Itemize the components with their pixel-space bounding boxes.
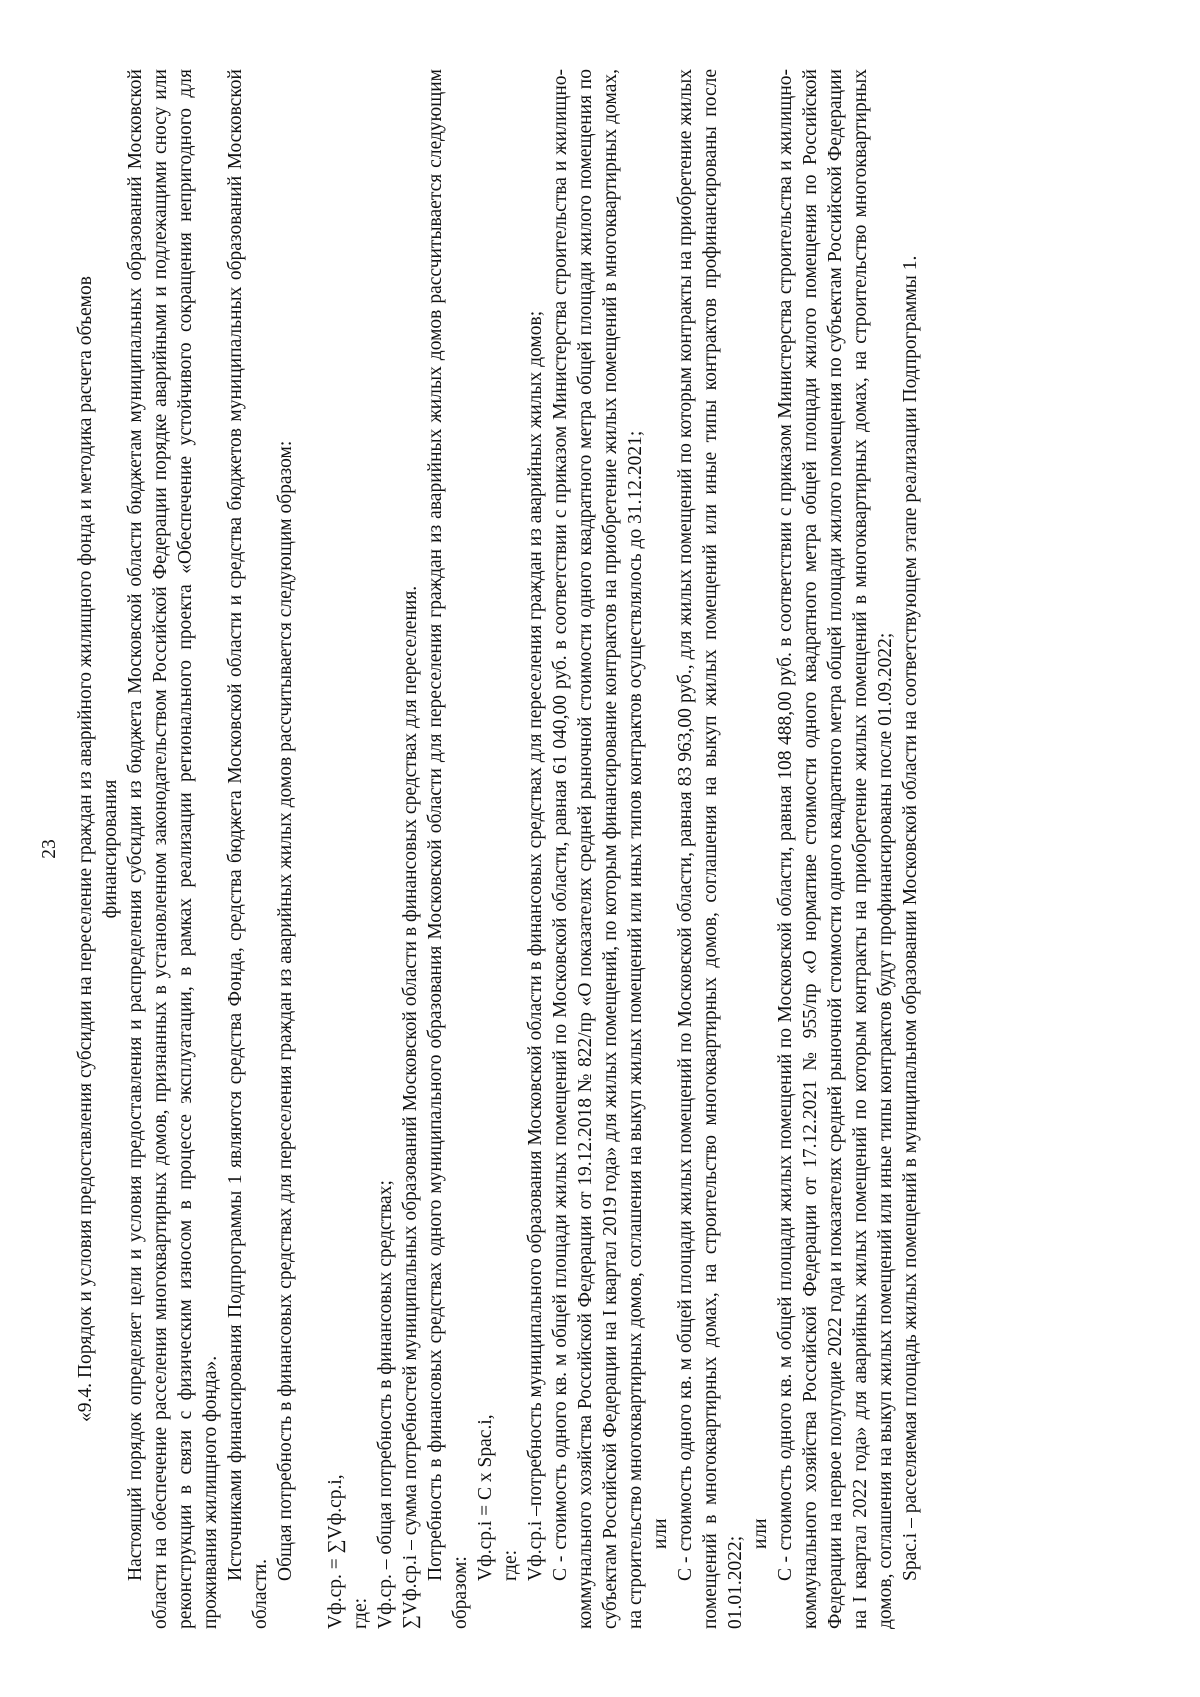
cost-option-2: С - стоимость одного кв. м общей площади жилых помещений по Московской области, равная 83 963,00 руб., для жилых помещений по которым контракты на приобретение жилых помещений в многоквартирных домах, на строительство многоквартирных домов, соглашения на выкуп жилых помещений или иные типы контрактов профинансированы после 01.01.2022; (675, 69, 746, 1629)
cost-option-1: С - стоимость одного кв. м общей площади жилых помещений по Московской области, равная 61 040,00 руб. в соответствии с приказом Министерства строительства и жилищно-коммунального хозяйства Российской Федерации от 19.12.2018 № 822/пр «О показателях средней рыночной стоимости одного квадратного метра общей площади жилого помещения по субъектам Российской Федерации на I квартал 2019 года» для жилых помещений, по которым финансирование контрактов на приобретение жилых помещений в многоквартирных домах, на строительство многоквартирных домов, соглашения на выкуп жилых помещений или иных типов контрактов осуществлялось до 31.12.2021; (550, 69, 646, 1629)
section-heading: «9.4. Порядок и условия предоставления субсидии на переселение граждан из аварийного жилищного фонда и методика расчета объемов (75, 276, 96, 1422)
total-need-paragraph: Общая потребность в финансовых средствах для переселения граждан из аварийных жилых домов рассчитывается следующим образом: (275, 440, 296, 1581)
rotated-document-page (35, 69, 1165, 1629)
definition-sum-needs: ∑Vф.ср.i – сумма потребностей муниципальных образований Московской области в финансовых средствах для переселения. (400, 585, 421, 1629)
formula-total: Vф.ср. = ∑Vф.ср.i, (325, 1474, 346, 1629)
where-label-2: где: (500, 1549, 521, 1581)
cost-option-3: С - стоимость одного кв. м общей площади жилых помещений по Московской области, равная 108 488,00 руб. в соответствии с приказом Министерства строительства и жилищно-коммунального хозяйства Российской Федерации от 17.12.2021 № 955/пр «О нормативе стоимости одного квадратного метра общей площади жилого помещения по Российской Федерации на первое полугодие 2022 года и показателях средней рыночной стоимости одного квадратного метра общей площади жилого помещения по субъектам Российской Федерации на I квартал 2022 года» для аварийных жилых помещений по которым контракты на приобретение жилых помещений в многоквартирных домах, на строительство многоквартирных домов, соглашения на выкуп жилых помещений или иные типы контрактов будут профинансированы после 01.09.2022; (775, 69, 896, 1629)
spac-definition: Spac.i – расселяемая площадь жилых помещений в муниципальном образовании Московской области на соответствующем этапе реализации Подпрограммы 1. (900, 255, 921, 1581)
where-label: где: (350, 1597, 371, 1629)
or-separator-2: или (750, 1518, 771, 1549)
section-heading-continued: финансирования (100, 779, 121, 919)
page-number: 23 (39, 839, 60, 859)
single-municipality-need-paragraph: Потребность в финансовых средствах одного муниципального образования Московской области для переселения граждан из аварийных жилых домов рассчитывается следующим образом: (425, 69, 471, 1629)
intro-paragraph: Настоящий порядок определяет цели и условия предоставления и распределения субсидии из бюджета Московской области бюджетам муниципальных образований Московской области на обеспечение расселения многоквартирных домов, признанных в установленном законодательством Российской Федерации порядке аварийными и подлежащими сносу или реконструкции в связи с физическим износом в процессе эксплуатации, в рамках реализации регионального проекта «Обеспечение устойчивого сокращения непригодного для проживания жилищного фонда». (125, 69, 221, 1629)
definition-total-need: Vф.ср. – общая потребность в финансовых средствах; (375, 1180, 396, 1629)
sources-paragraph: Источниками финансирования Подпрограммы 1 являются средства Фонда, средства бюджета Московской области и средства бюджетов муниципальных образований Московской области. (225, 69, 271, 1629)
or-separator-1: или (650, 1518, 671, 1549)
definition-municipality-need: Vф.ср.i –потребность муниципального образования Московской области в финансовых средствах для переселения граждан из аварийных жилых домов; (525, 310, 546, 1581)
formula-municipality: Vф.ср.i = C x Spac.i, (475, 1414, 496, 1581)
